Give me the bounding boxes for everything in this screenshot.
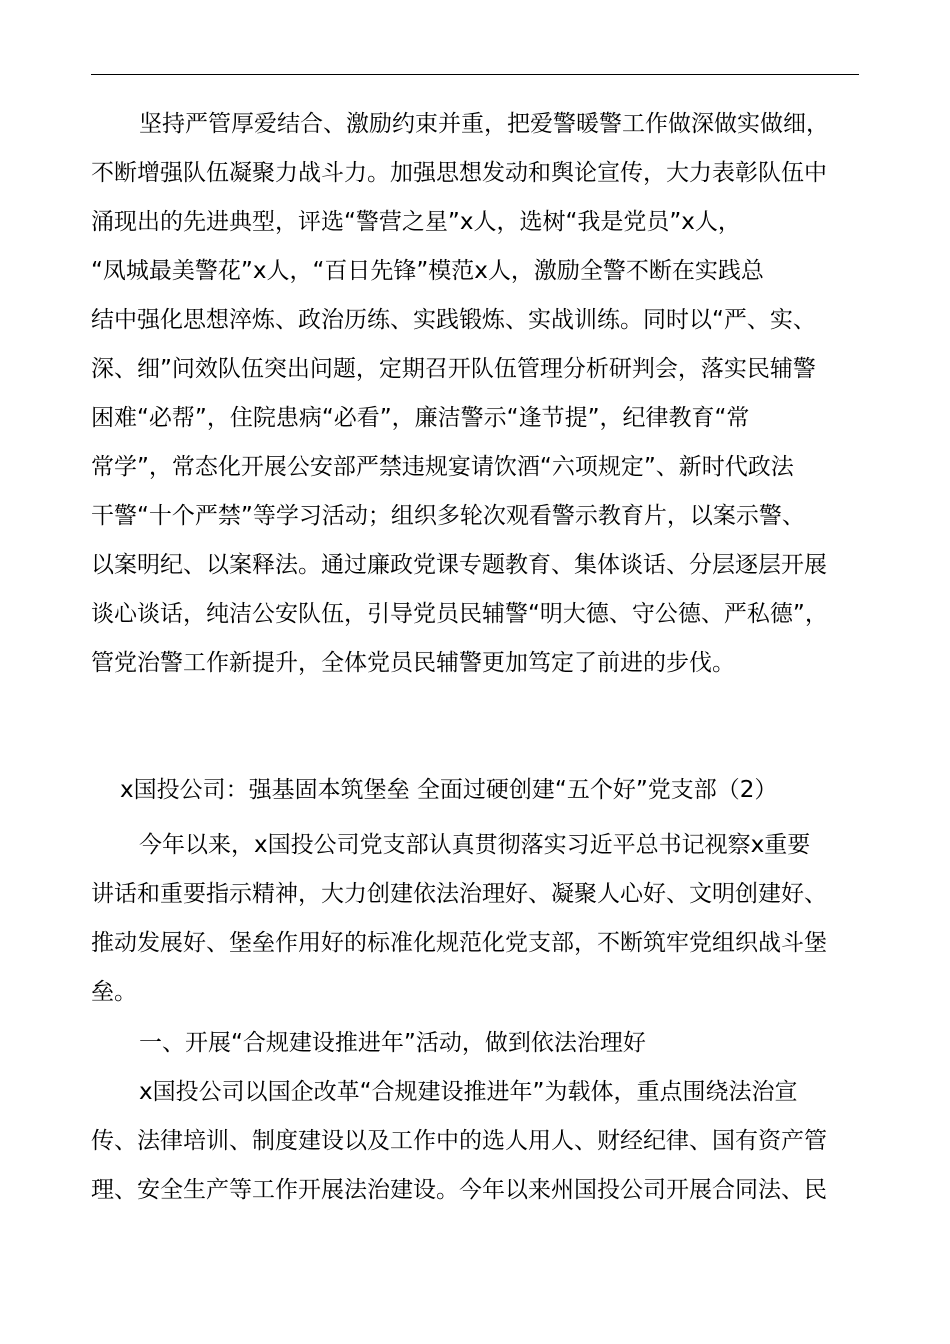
- text-line: 坚持严管厚爱结合、激励约束并重，把爱警暖警工作做深做实做细，: [139, 111, 829, 137]
- section-subheading: 一、开展“合规建设推进年”活动，做到依法治理好: [139, 1030, 646, 1056]
- text-line: 理、安全生产等工作开展法治建设。今年以来州国投公司开展合同法、民: [91, 1177, 827, 1203]
- text-line: 今年以来，x国投公司党支部认真贯彻落实习近平总书记视察x重要: [139, 832, 811, 858]
- text-line: 干警“十个严禁”等学习活动；组织多轮次观看警示教育片，以案示警、: [91, 503, 805, 529]
- text-line: 垒。: [91, 979, 137, 1005]
- text-line: 困难“必帮”，住院患病“必看”，廉洁警示“逢节提”，纪律教育“常: [91, 405, 750, 431]
- text-line: 管党治警工作新提升，全体党员民辅警更加笃定了前进的步伐。: [91, 650, 735, 676]
- text-line: 以案明纪、以案释法。通过廉政党课专题教育、集体谈话、分层逐层开展: [91, 552, 827, 578]
- text-line: 涌现出的先进典型，评选“警营之星”x人，选树“我是党员”x人，: [91, 209, 741, 235]
- text-line: 深、细”问效队伍突出问题，定期召开队伍管理分析研判会，落实民辅警: [91, 356, 816, 382]
- text-line: 传、法律培训、制度建设以及工作中的选人用人、财经纪律、国有资产管: [91, 1128, 827, 1154]
- text-line: x国投公司以国企改革“合规建设推进年”为载体，重点围绕法治宣: [139, 1079, 798, 1105]
- text-line: 结中强化思想淬炼、政治历练、实践锻炼、实战训练。同时以“严、实、: [91, 307, 816, 333]
- text-line: “凤城最美警花”x人，“百日先锋”模范x人，激励全警不断在实践总: [91, 258, 764, 284]
- text-line: 讲话和重要指示精神，大力创建依法治理好、凝聚人心好、文明创建好、: [91, 881, 827, 907]
- text-line: 常学”，常态化开展公安部严禁违规宴请饮酒“六项规定”、新时代政法: [91, 454, 794, 480]
- text-line: 不断增强队伍凝聚力战斗力。加强思想发动和舆论宣传，大力表彰队伍中: [91, 160, 827, 186]
- article-title: x国投公司：强基固本筑堡垒 全面过硬创建“五个好”党支部（2）: [120, 777, 778, 803]
- text-line: 谈心谈话，纯洁公安队伍，引导党员民辅警“明大德、守公德、严私德”，: [91, 601, 828, 627]
- header-rule: [91, 74, 859, 75]
- text-line: 推动发展好、堡垒作用好的标准化规范化党支部，不断筑牢党组织战斗堡: [91, 930, 827, 956]
